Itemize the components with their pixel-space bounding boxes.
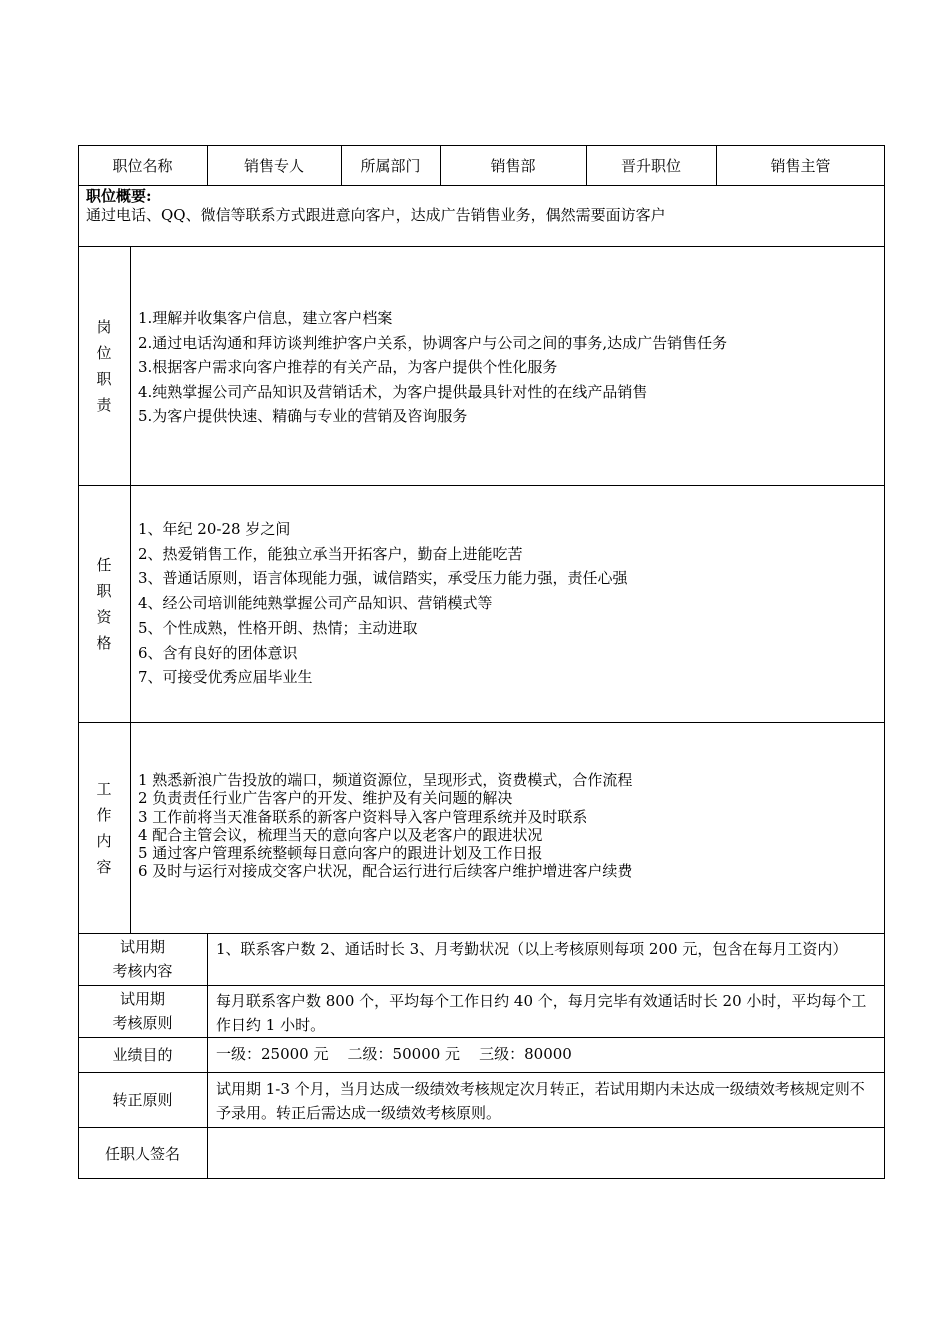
list-item: 2 负责责任行业广告客户的开发、维护及有关问题的解决: [138, 789, 513, 808]
work-content-list: [138, 771, 878, 881]
performance-label: 业绩目的: [112, 1046, 173, 1064]
job-description-table: [78, 145, 885, 1179]
list-item: 2、热爱销售工作，能独立承当开拓客户，勤奋上进能吃苦: [138, 544, 523, 563]
probation-content-label-line: 试用期: [119, 938, 165, 956]
position-name-label: 职位名称: [112, 156, 173, 175]
probation-content-label: [78, 933, 207, 985]
probation-standard-label-line: 考核原则: [112, 1014, 173, 1032]
overview-label: 职位概要:: [86, 187, 152, 205]
list-item: 4.纯熟掌握公司产品知识及营销话术，为客户提供最具针对性的在线产品销售: [138, 382, 648, 401]
list-item: 3.根据客户需求向客户推荐的有关产品，为客户提供个性化服务: [138, 358, 558, 376]
performance-text: 一级：25000 元 二级：50000 元 三级：80000: [216, 1045, 572, 1063]
list-item: 5、个性成熟，性格开朗、热情；主动进取: [138, 618, 418, 637]
probation-standard-label-line: 试用期: [119, 990, 165, 1008]
qualifications-label-char: 格: [96, 633, 112, 652]
probation-content-text: 1、联系客户数 2、通话时长 3、月考勤状况（以上考核原则每项 200 元，包含在每月工资内）: [216, 940, 848, 958]
list-item: 1、年纪 20-28 岁之间: [138, 520, 291, 538]
duties-label-char: 职: [96, 369, 112, 388]
list-item: 1 熟悉新浪广告投放的端口，频道资源位，呈现形式，资费模式，合作流程: [138, 771, 633, 789]
signature-field[interactable]: [207, 1127, 885, 1179]
list-item: 2.通过电话沟通和拜访谈判维护客户关系，协调客户与公司之间的事务,达成广告销售任务: [138, 333, 728, 352]
list-item: 7、可接受优秀应届毕业生: [138, 668, 313, 687]
list-item: 4、经公司培训能纯熟掌握公司产品知识、营销模式等: [138, 594, 493, 613]
position-name-value: 销售专人: [243, 156, 304, 175]
duties-list: [138, 306, 878, 429]
signature-label: 任职人签名: [104, 1144, 180, 1163]
regularization-label: 转正原则: [112, 1091, 173, 1109]
work-content-label-char: 容: [96, 857, 112, 876]
list-item: 4 配合主管会议，梳理当天的意向客户以及老客户的跟进状况: [138, 825, 543, 844]
duties-label: [78, 246, 130, 485]
probation-standard-text: 每月联系客户数 800 个，平均每个工作日约 40 个，每月完毕有效通话时长 20 小时，平均每个工作日约 1 小时。: [216, 992, 867, 1034]
promotion-label: 晋升职位: [620, 156, 681, 175]
work-content-label: [78, 722, 130, 933]
qualifications-label-char: 资: [96, 607, 112, 626]
probation-standard-label: [78, 985, 207, 1037]
list-item: 5 通过客户管理系统整顿每日意向客户的跟进计划及工作日报: [138, 844, 543, 863]
department-label: 所属部门: [360, 156, 421, 175]
promotion-value: 销售主管: [770, 156, 831, 175]
duties-label-char: 责: [96, 395, 112, 414]
row-divider: [78, 722, 885, 723]
list-item: 1.理解并收集客户信息，建立客户档案: [138, 309, 393, 327]
list-item: 5.为客户提供快速、精确与专业的营销及咨询服务: [138, 407, 468, 425]
work-content-label-char: 内: [96, 831, 112, 850]
qualifications-label: [78, 485, 130, 722]
department-value: 销售部: [490, 156, 536, 175]
work-content-label-char: 作: [96, 805, 112, 824]
list-item: 6 及时与运行对接成交客户状况，配合运行进行后续客户维护增进客户续费: [138, 862, 633, 881]
row-divider: [78, 185, 885, 186]
qualifications-list: [138, 517, 878, 690]
regularization-text: 试用期 1-3 个月，当月达成一级绩效考核规定次月转正，若试用期内未达成一级绩效考核规定则不予录用。转正后需达成一级绩效考核原则。: [216, 1080, 865, 1122]
row-divider: [78, 246, 885, 247]
duties-label-char: 位: [96, 343, 112, 362]
overview-text: 通过电话、QQ、微信等联系方式跟进意向客户，达成广告销售业务，偶然需要面访客户: [86, 206, 666, 224]
overview-cell: [86, 187, 876, 243]
duties-label-char: 岗: [96, 317, 112, 336]
list-item: 3 工作前将当天准备联系的新客户资料导入客户管理系统并及时联系: [138, 807, 588, 826]
work-content-label-char: 工: [96, 779, 112, 798]
list-item: 6、含有良好的团体意识: [138, 643, 298, 662]
list-item: 3、普通话原则，语言体现能力强，诚信踏实，承受压力能力强，责任心强: [138, 569, 628, 588]
qualifications-label-char: 职: [96, 581, 112, 600]
probation-content-label-line: 考核内容: [112, 962, 173, 980]
row-divider: [78, 485, 885, 486]
col-divider: [130, 246, 131, 933]
qualifications-label-char: 任: [96, 555, 112, 574]
